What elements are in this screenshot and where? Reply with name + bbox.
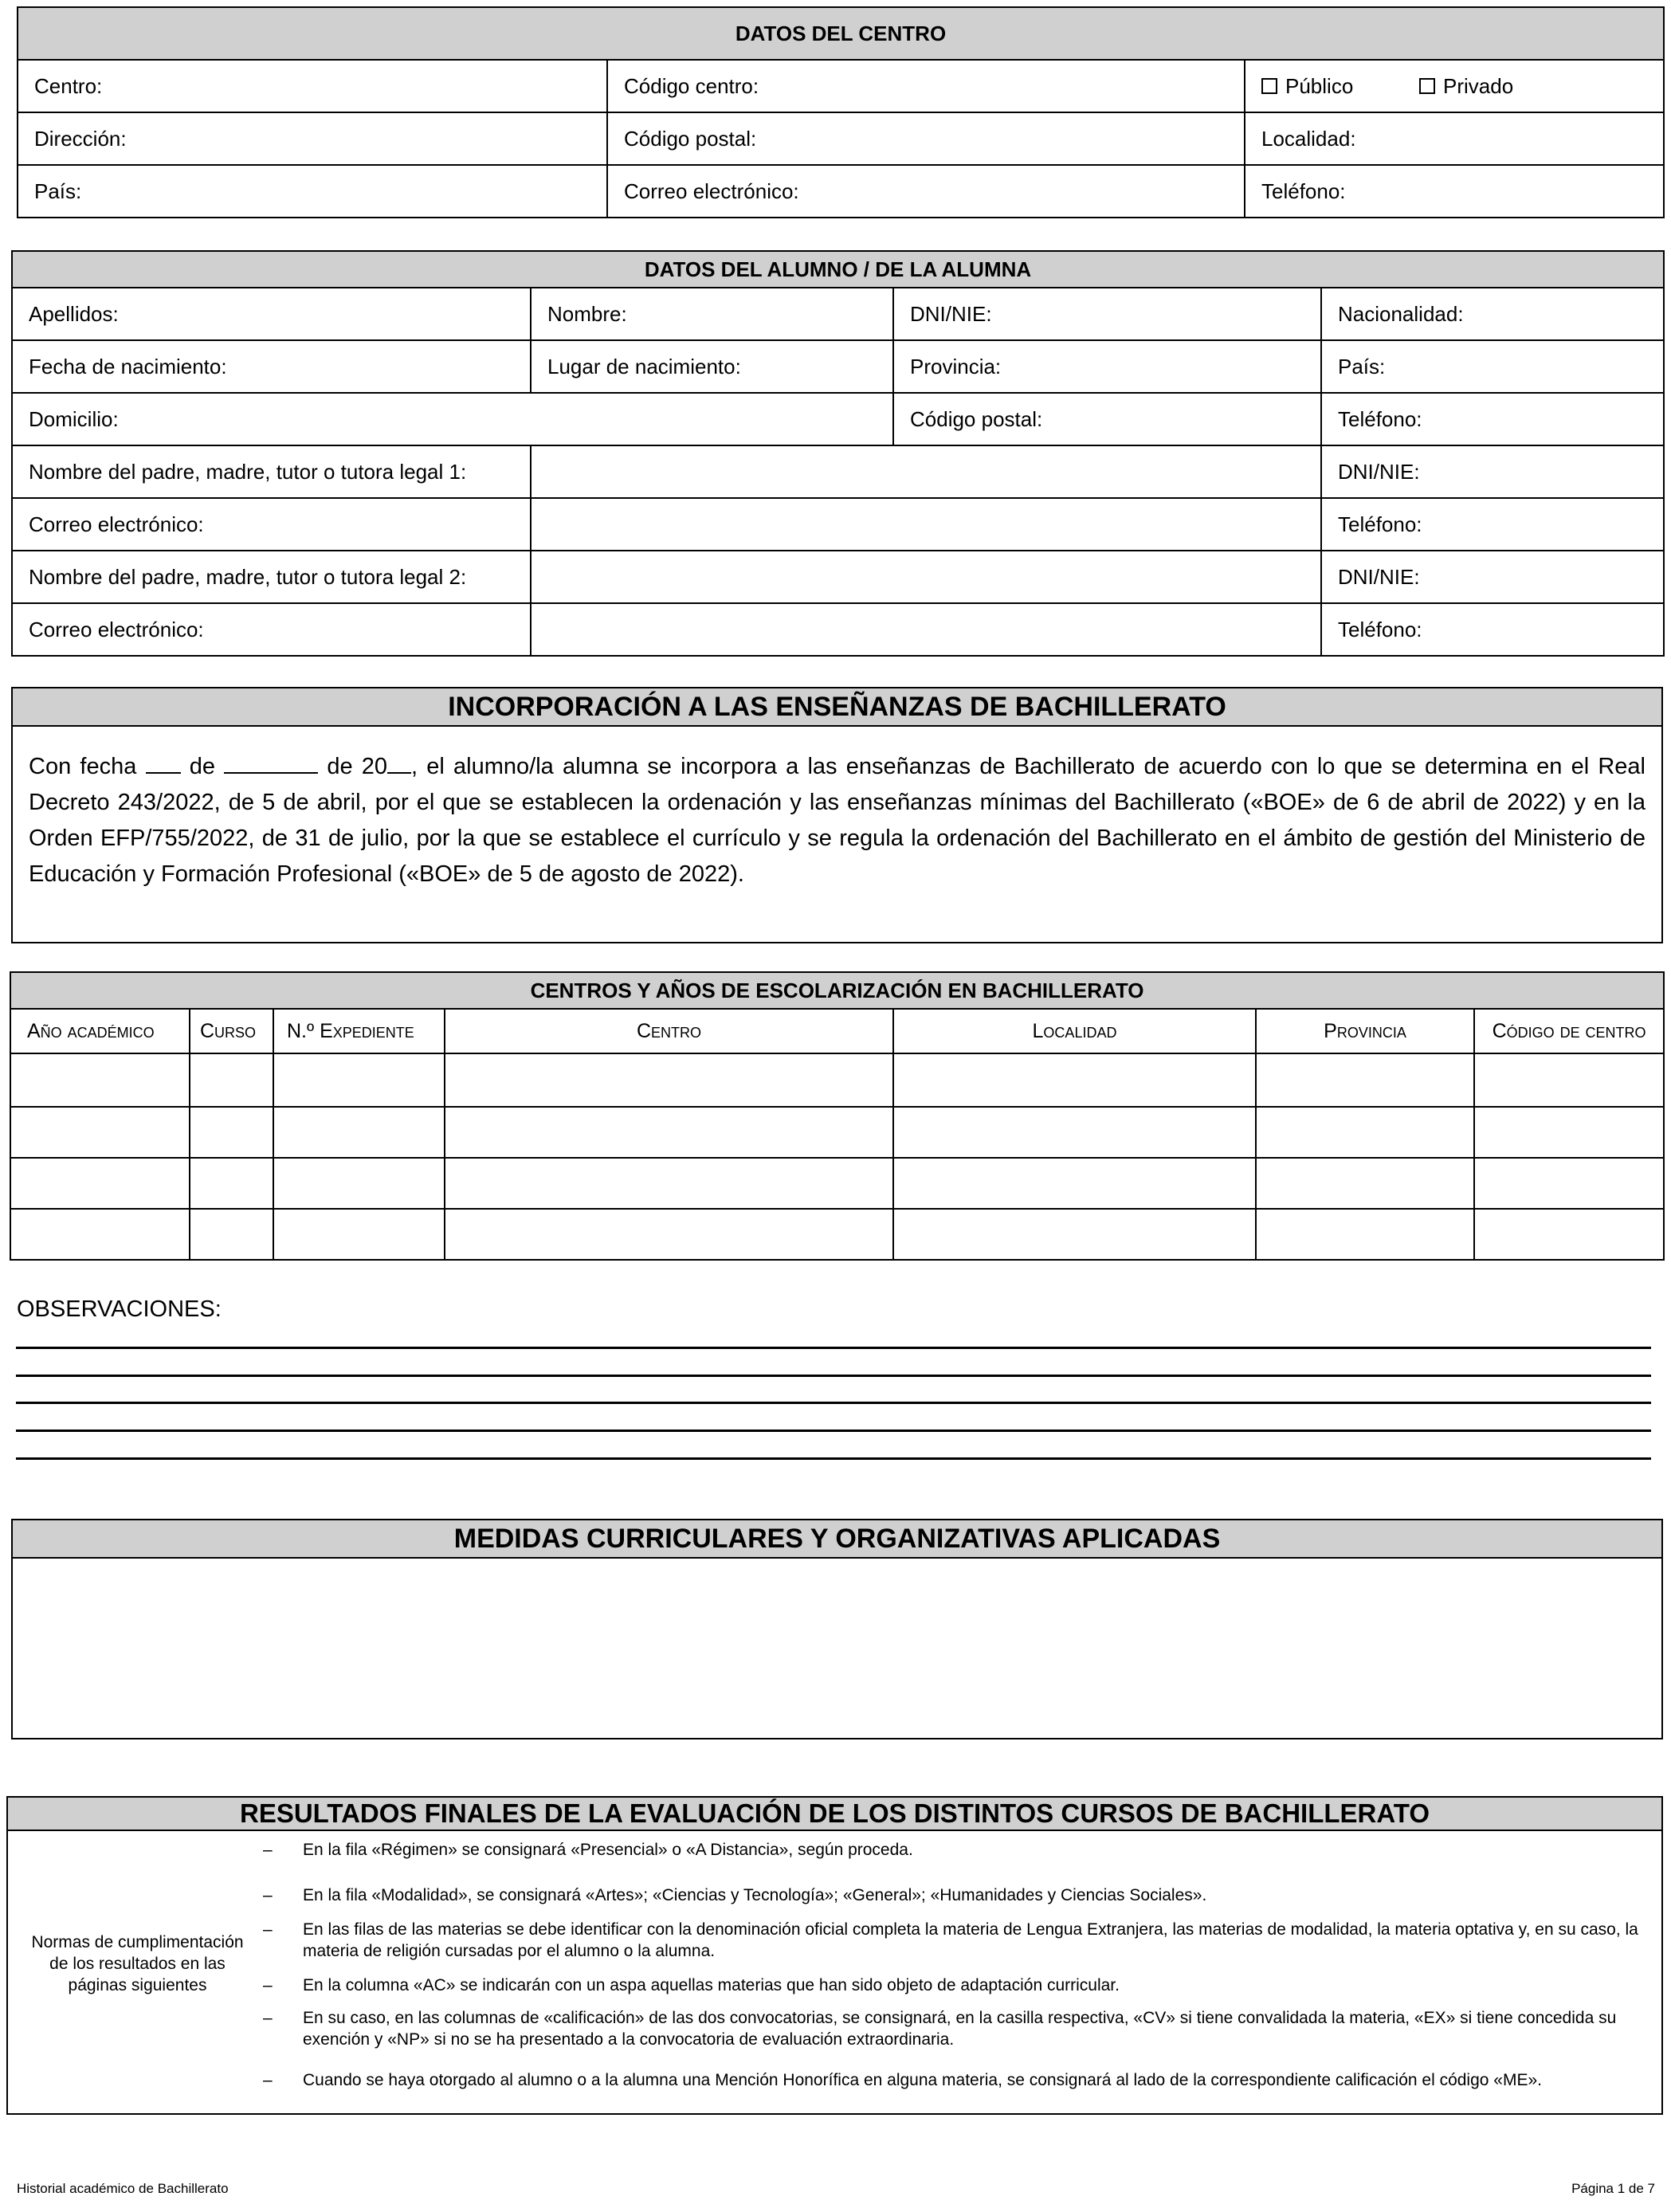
- table-row: [10, 1053, 1664, 1107]
- tutor1-label: Nombre del padre, madre, tutor o tutora legal 1:: [12, 445, 531, 498]
- observaciones-line[interactable]: [16, 1430, 1651, 1432]
- footer-page-number: Página 1 de 7: [1571, 2181, 1655, 2196]
- centro-field[interactable]: Centro:: [18, 60, 607, 112]
- escolarizacion-section: [10, 971, 1663, 1261]
- privado-checkbox[interactable]: [1419, 78, 1435, 94]
- codigo-postal-alumno-field[interactable]: Código postal:: [893, 393, 1321, 445]
- datos-alumno-title: DATOS DEL ALUMNO / DE LA ALUMNA: [12, 251, 1664, 288]
- tutor2-telefono-field[interactable]: Teléfono:: [1321, 603, 1664, 656]
- col-header-centro: Centro: [445, 1009, 893, 1053]
- tutor1-correo-label: Correo electrónico:: [12, 498, 531, 551]
- list-item: – En la columna «AC» se indicarán con un aspa aquellas materias que han sido objeto de adaptación curricular.: [263, 1975, 1671, 1996]
- tutor2-label: Nombre del padre, madre, tutor o tutora legal 2:: [12, 551, 531, 603]
- codigo-postal-field[interactable]: Código postal:: [607, 112, 1245, 165]
- anio-blank[interactable]: [387, 772, 411, 774]
- col-header-localidad: Localidad: [893, 1009, 1256, 1053]
- col-header-provincia: Provincia: [1256, 1009, 1474, 1053]
- datos-centro-title: DATOS DEL CENTRO: [18, 7, 1664, 60]
- observaciones-line[interactable]: [16, 1347, 1651, 1349]
- footer-left: Historial académico de Bachillerato: [17, 2181, 229, 2196]
- tutor1-correo-input[interactable]: [531, 498, 1321, 551]
- dni-field[interactable]: DNI/NIE:: [893, 288, 1321, 340]
- publico-label: Público: [1285, 73, 1354, 98]
- privado-option[interactable]: [1419, 74, 1513, 98]
- tutor1-name-input[interactable]: [531, 445, 1321, 498]
- datos-centro-section: [17, 6, 1663, 218]
- telefono-alumno-field[interactable]: Teléfono:: [1321, 393, 1664, 445]
- provincia-field[interactable]: Provincia:: [893, 340, 1321, 393]
- table-row: [10, 1209, 1664, 1260]
- tutor1-telefono-field[interactable]: Teléfono:: [1321, 498, 1664, 551]
- datos-alumno-section: [11, 250, 1663, 657]
- apellidos-field[interactable]: Apellidos:: [12, 288, 531, 340]
- observaciones-line[interactable]: [16, 1375, 1651, 1377]
- incorporacion-title: INCORPORACIÓN A LAS ENSEÑANZAS DE BACHILLERATO: [13, 688, 1661, 727]
- observaciones-line[interactable]: [16, 1402, 1651, 1404]
- mes-blank[interactable]: [224, 772, 318, 774]
- list-item: – En su caso, en las columnas de «calificación» de las dos convocatorias, se consignará, en la casilla respectiva, «CV» si tiene convalidada la materia, «EX» si tiene concedida su exención y «NP» si no se ha presentado a la convocatoria de evaluación extraordinaria.: [263, 2007, 1671, 2050]
- tutor2-correo-input[interactable]: [531, 603, 1321, 656]
- pais-alumno-field[interactable]: País:: [1321, 340, 1664, 393]
- resultados-side-note: Normas de cumplimentación de los resultados en las páginas siguientes: [31, 1933, 244, 1994]
- col-header-anio: Año académico: [10, 1009, 190, 1053]
- list-item: – En la fila «Modalidad», se consignará «Artes»; «Ciencias y Tecnología»; «General»; «Humanidades y Ciencias Sociales».: [263, 1885, 1671, 1906]
- publico-checkbox[interactable]: [1261, 78, 1277, 94]
- lugar-nacimiento-field[interactable]: Lugar de nacimiento:: [531, 340, 893, 393]
- resultados-section: [6, 1796, 1663, 2115]
- list-item: – Cuando se haya otorgado al alumno o a la alumna una Mención Honorífica en alguna materia, se consignará al lado de la correspondiente calificación el código «ME».: [263, 2069, 1671, 2091]
- direccion-field[interactable]: Dirección:: [18, 112, 607, 165]
- incorporacion-section: [11, 687, 1663, 943]
- codigo-centro-field[interactable]: Código centro:: [607, 60, 1245, 112]
- col-header-codigo: Código de centro: [1474, 1009, 1664, 1053]
- medidas-input-area[interactable]: [13, 1559, 1661, 1738]
- privado-label: Privado: [1443, 73, 1514, 98]
- nombre-field[interactable]: Nombre:: [531, 288, 893, 340]
- col-header-expediente: N.º Expediente: [273, 1009, 445, 1053]
- dia-blank[interactable]: [146, 772, 181, 774]
- tutor2-name-input[interactable]: [531, 551, 1321, 603]
- nacionalidad-field[interactable]: Nacionalidad:: [1321, 288, 1664, 340]
- escolarizacion-title: CENTROS Y AÑOS DE ESCOLARIZACIÓN EN BACHILLERATO: [10, 972, 1664, 1009]
- domicilio-field[interactable]: Domicilio:: [12, 393, 893, 445]
- tutor2-dni-field[interactable]: DNI/NIE:: [1321, 551, 1664, 603]
- list-item: – En la fila «Régimen» se consignará «Presencial» o «A Distancia», según proceda.: [263, 1839, 1671, 1861]
- correo-field[interactable]: Correo electrónico:: [607, 165, 1245, 218]
- medidas-title: MEDIDAS CURRICULARES Y ORGANIZATIVAS APLICADAS: [13, 1520, 1661, 1559]
- tutor2-correo-label: Correo electrónico:: [12, 603, 531, 656]
- telefono-field[interactable]: Teléfono:: [1245, 165, 1664, 218]
- table-row: [10, 1158, 1664, 1209]
- incorporacion-text: Con fecha de de 20 , el alumno/la alumna se incorpora a las enseñanzas de Bachillerato de acuerdo con lo que se determina en el Real Decreto 243/2022, de 5 de abril, por el que se establecen la ordenación y las enseñanzas mínimas del Bachillerato («BOE» de 6 de abril de 2022) y en la Orden EFP/755/2022, de 31 de julio, por la que se establece el currículo y se regula la ordenación del Bachillerato en el ámbito de gestión del Ministerio de Educación y Formación Profesional («BOE» de 5 de agosto de 2022).: [29, 754, 1646, 887]
- publico-option[interactable]: [1261, 74, 1419, 99]
- observaciones-line[interactable]: [16, 1457, 1651, 1460]
- localidad-field[interactable]: Localidad:: [1245, 112, 1664, 165]
- titularidad-field: [1245, 60, 1664, 112]
- resultados-title: RESULTADOS FINALES DE LA EVALUACIÓN DE LOS DISTINTOS CURSOS DE BACHILLERATO: [8, 1798, 1661, 1831]
- tutor1-dni-field[interactable]: DNI/NIE:: [1321, 445, 1664, 498]
- list-item: – En las filas de las materias se debe identificar con la denominación oficial completa la materia de Lengua Extranjera, las materias de modalidad, la materia optativa y, en su caso, la materia de religión cursadas por el alumno o la alumna.: [263, 1919, 1671, 1962]
- observaciones-label: OBSERVACIONES:: [17, 1296, 222, 1322]
- medidas-section: [11, 1519, 1663, 1739]
- table-row: [10, 1107, 1664, 1158]
- col-header-curso: Curso: [190, 1009, 273, 1053]
- fecha-nacimiento-field[interactable]: Fecha de nacimiento:: [12, 340, 531, 393]
- pais-field[interactable]: País:: [18, 165, 607, 218]
